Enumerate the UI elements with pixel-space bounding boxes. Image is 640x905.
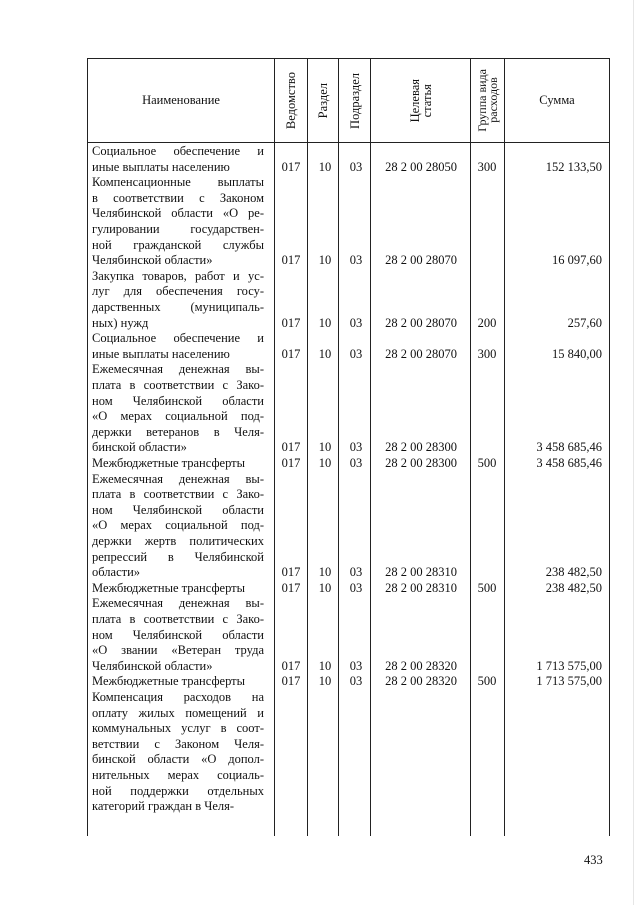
summa-cell: 15 840,00 <box>552 346 602 361</box>
row-name-line: оплату жилых помещений и <box>92 705 264 720</box>
table-border-right <box>609 58 610 836</box>
row-name-line: держки ветеранов в Челя- <box>92 424 264 439</box>
vedomstvo-cell: 017 <box>281 440 301 455</box>
vedomstvo-cell: 017 <box>281 159 301 174</box>
razdel-cell: 10 <box>318 253 332 268</box>
row-name-line: Социальное обеспечение и <box>92 144 264 158</box>
razdel-cell: 10 <box>318 674 332 689</box>
row-name-line: ветствии с Законом Челя- <box>92 736 264 751</box>
row-name-line: ном Челябинской области <box>92 502 264 517</box>
header-gruppa-label: Группа вида расходов <box>474 69 500 132</box>
column-divider <box>274 58 275 836</box>
vedomstvo-cell: 017 <box>281 456 301 470</box>
row-name-line: плата в соответствии с Зако- <box>92 612 264 626</box>
row-name-line: Компенсация расходов на <box>92 690 264 704</box>
gruppa-cell: 300 <box>477 159 497 174</box>
header-podrazdel-label: Подраздел <box>347 72 362 129</box>
celevaya-cell: 28 2 00 28070 <box>385 253 457 268</box>
row-name-line: дарственных (муниципаль- <box>92 300 264 314</box>
row-name-line: Челябинской области» <box>92 658 213 673</box>
row-name-line: иные выплаты населению <box>92 159 230 174</box>
row-name-line: Ежемесячная денежная вы- <box>92 362 264 377</box>
vedomstvo-cell: 017 <box>281 253 301 268</box>
row-name-line: Социальное обеспечение и <box>92 331 264 346</box>
summa-cell: 16 097,60 <box>552 253 602 268</box>
row-name-line: бинской области» <box>92 440 187 455</box>
row-name-line: ном Челябинской области <box>92 393 264 408</box>
razdel-cell: 10 <box>318 346 332 361</box>
row-name-line: категорий граждан в Челя- <box>92 799 235 814</box>
header-vedomstvo <box>275 59 307 142</box>
row-name-line: держки жертв политических <box>92 534 264 548</box>
column-divider <box>470 58 471 836</box>
row-name-line: нительных мерах социаль- <box>92 768 264 782</box>
row-name-line: области» <box>92 565 141 580</box>
row-name-line: гулировании государствен- <box>92 222 264 236</box>
celevaya-cell: 28 2 00 28310 <box>385 565 457 580</box>
summa-cell: 1 713 575,00 <box>536 674 602 689</box>
row-name-line: Челябинской области» <box>92 253 213 268</box>
razdel-cell: 10 <box>318 565 332 580</box>
razdel-cell: 10 <box>318 159 332 174</box>
gruppa-cell: 500 <box>477 456 497 470</box>
podrazdel-cell: 03 <box>349 658 363 673</box>
row-name-line: «О мерах социальной под- <box>92 409 264 424</box>
gruppa-cell: 200 <box>477 315 497 330</box>
row-name-line: плата в соответствии с Зако- <box>92 378 264 392</box>
summa-cell: 3 458 685,46 <box>536 440 602 455</box>
celevaya-cell: 28 2 00 28320 <box>385 658 457 673</box>
header-vedomstvo-label: Ведомство <box>284 71 298 130</box>
row-name-line: ной поддержки отдельных <box>92 783 264 798</box>
summa-cell: 238 482,50 <box>545 580 602 595</box>
podrazdel-cell: 03 <box>349 580 363 595</box>
summa-cell: 257,60 <box>567 315 602 330</box>
row-name-line: Челябинской области «О ре- <box>92 206 264 221</box>
vedomstvo-cell: 017 <box>281 565 301 580</box>
header-podrazdel <box>339 59 370 142</box>
celevaya-cell: 28 2 00 28320 <box>385 674 457 689</box>
summa-cell: 3 458 685,46 <box>536 456 602 470</box>
row-name-line: ной гражданской службы <box>92 237 264 252</box>
vedomstvo-cell: 017 <box>281 674 301 689</box>
vedomstvo-cell: 017 <box>281 315 301 330</box>
column-divider <box>370 58 371 836</box>
row-name-line: коммунальных услуг в соот- <box>92 721 264 736</box>
header-razdel <box>308 59 338 142</box>
gruppa-cell: 300 <box>477 346 497 361</box>
row-name-line: иные выплаты населению <box>92 346 230 361</box>
row-name-line: ных) нужд <box>92 315 149 330</box>
table-border-left <box>87 58 88 836</box>
row-name-line: плата в соответствии с Зако- <box>92 487 264 502</box>
row-name-line: ном Челябинской области <box>92 627 264 642</box>
celevaya-cell: 28 2 00 28070 <box>385 315 457 330</box>
podrazdel-cell: 03 <box>349 440 363 455</box>
row-name-line: Компенсационные выплаты <box>92 175 264 190</box>
podrazdel-cell: 03 <box>349 674 363 689</box>
header-gruppa <box>471 59 504 142</box>
podrazdel-cell: 03 <box>349 159 363 174</box>
celevaya-cell: 28 2 00 28310 <box>385 580 457 595</box>
header-razdel-label: Раздел <box>316 82 330 119</box>
header-name: Наименование <box>142 93 220 107</box>
razdel-cell: 10 <box>318 456 332 470</box>
summa-cell: 152 133,50 <box>545 159 602 174</box>
column-divider <box>307 58 308 836</box>
podrazdel-cell: 03 <box>349 565 363 580</box>
vedomstvo-cell: 017 <box>281 580 301 595</box>
podrazdel-cell: 03 <box>349 315 363 330</box>
row-name-line: «О мерах социальной под- <box>92 518 264 533</box>
row-name-line: Межбюджетные трансферты <box>92 456 246 470</box>
row-name-line: репрессий в Челябинской <box>92 549 264 564</box>
podrazdel-cell: 03 <box>349 456 363 470</box>
celevaya-cell: 28 2 00 28070 <box>385 346 457 361</box>
podrazdel-cell: 03 <box>349 253 363 268</box>
row-name-line: «О звании «Ветеран труда <box>92 643 264 658</box>
header-celevaya <box>371 59 470 142</box>
row-name-line: Ежемесячная денежная вы- <box>92 596 264 611</box>
summa-cell: 1 713 575,00 <box>536 658 602 673</box>
podrazdel-cell: 03 <box>349 346 363 361</box>
scan-edge-line <box>633 0 634 905</box>
row-name-line: Межбюджетные трансферты <box>92 580 246 595</box>
row-name-line: в соответствии с Законом <box>92 190 264 205</box>
gruppa-cell: 500 <box>477 674 497 689</box>
table-header-bottom-border <box>87 142 610 143</box>
row-name-line: Закупка товаров, работ и ус- <box>92 268 264 283</box>
razdel-cell: 10 <box>318 315 332 330</box>
razdel-cell: 10 <box>318 658 332 673</box>
razdel-cell: 10 <box>318 580 332 595</box>
celevaya-cell: 28 2 00 28300 <box>385 440 457 455</box>
summa-cell: 238 482,50 <box>545 565 602 580</box>
row-name-line: Межбюджетные трансферты <box>92 674 246 689</box>
celevaya-cell: 28 2 00 28300 <box>385 456 457 470</box>
razdel-cell: 10 <box>318 440 332 455</box>
celevaya-cell: 28 2 00 28050 <box>385 159 457 174</box>
header-summa: Сумма <box>539 93 575 107</box>
row-name-line: бинской области «О допол- <box>92 752 264 767</box>
vedomstvo-cell: 017 <box>281 658 301 673</box>
gruppa-cell: 500 <box>477 580 497 595</box>
header-celevaya-label: Целевая статья <box>407 78 434 123</box>
row-name-line: луг для обеспечения госу- <box>92 284 264 299</box>
row-name-line: Ежемесячная денежная вы- <box>92 471 264 486</box>
vedomstvo-cell: 017 <box>281 346 301 361</box>
page-number: 433 <box>584 853 603 867</box>
